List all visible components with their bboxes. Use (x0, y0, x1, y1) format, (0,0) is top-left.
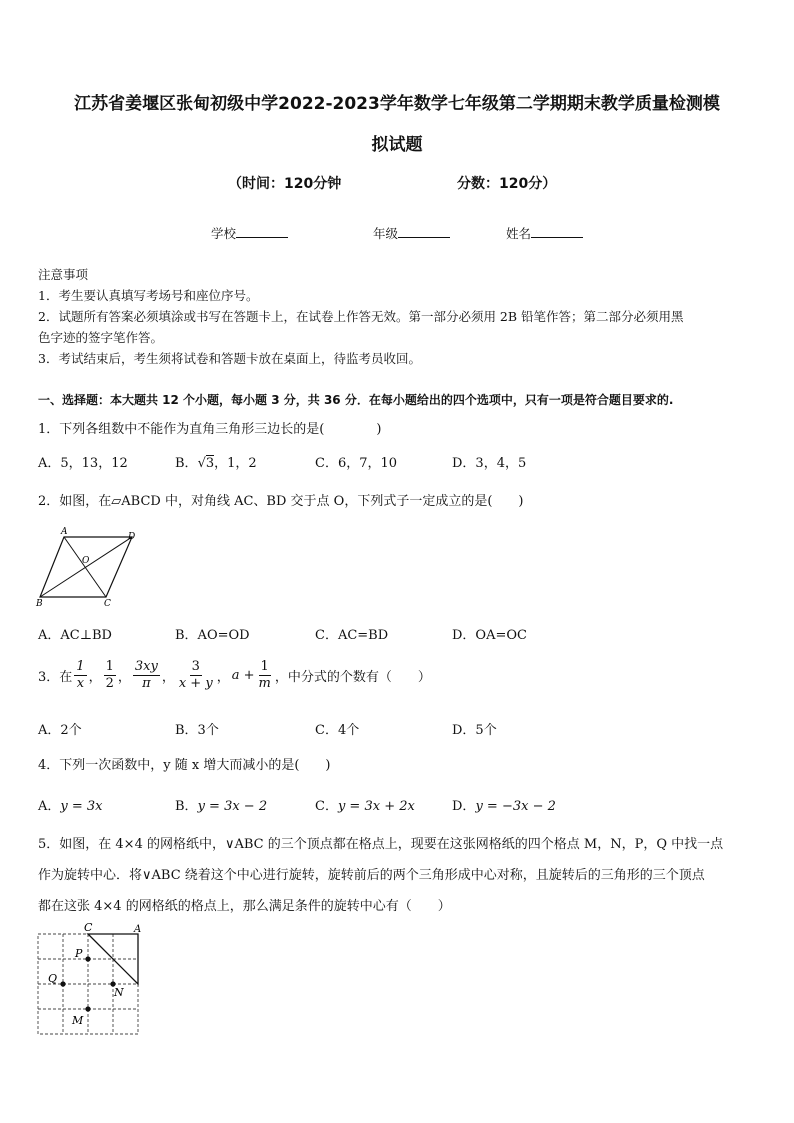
q2-option-c[interactable]: C．AC=BD (315, 628, 389, 643)
fig-label-p: P (75, 947, 83, 960)
notice-heading: 注意事项 (38, 267, 89, 282)
q4-option-a-expr: y = 3x (60, 799, 103, 814)
parallelogram-figure (34, 526, 170, 610)
q1-option-a[interactable]: A．5，13，12 (38, 456, 128, 471)
notice-item-2-cont: 色字迹的签字笔作答。 (38, 330, 164, 345)
q3-fraction-1: $\frac{1}{x}$ (76, 659, 85, 691)
point-p (85, 956, 90, 961)
q4-option-b-expr: y = 3x − 2 (197, 799, 268, 814)
q4-option-d[interactable]: D．y = −3x − 2 (452, 799, 556, 814)
q3-fraction-3: $\frac{3xy}{\pi}$ (134, 659, 158, 691)
section-1-heading: 一、选择题：本大题共 12 个小题，每小题 3 分，共 36 分．在每小题给出的四个选项中，只有一项是符合题目要求的. (38, 393, 674, 407)
q1-option-b[interactable] (175, 452, 257, 471)
q4-option-a[interactable]: A．y = 3x (38, 799, 103, 814)
diagonal-bd (40, 537, 132, 597)
point-m (85, 1006, 90, 1011)
q3-suffix: ，中分式的个数有（ ） (274, 670, 431, 685)
notice-item-1: 1．考生要认真填写考场号和座位序号。 (38, 288, 259, 303)
sqrt-icon: √3 (197, 456, 215, 471)
fig-label-o: O (82, 556, 90, 566)
grade-blank[interactable] (398, 226, 450, 238)
q3-expr-5-prefix: a + (231, 668, 255, 683)
q5-stem-line-3: 都在这张 4×4 的网格纸的格点上，那么满足条件的旋转中心有（ ） (38, 899, 451, 914)
fig-label-b: B (36, 599, 43, 609)
q3-option-c[interactable]: C．4个 (315, 723, 360, 738)
q3-option-a[interactable]: A．2个 (38, 723, 82, 738)
fig-label-c: C (84, 921, 93, 934)
q2-stem: 2．如图，在▱ABCD 中，对角线 AC、BD 交于点 O，下列式子一定成立的是( ) (38, 494, 524, 509)
exam-time: （时间：120分钟 (228, 176, 342, 192)
fig-label-n: N (114, 986, 124, 999)
page-title-line2: 拟试题 (371, 135, 423, 155)
q5-stem-line-1: 5．如图，在 4×4 的网格纸中，∨ABC 的三个顶点都在格点上，现要在这张网格纸的四个格点 M，N，P，Q 中找一点 (38, 837, 724, 852)
q3-stem: 3．在 $\frac{1}{x}$ ， $\frac{1}{2}$ ， $\frac{3xy}{\pi}$ ， $\frac{3}{x + y}$ ， a + $\frac{1}{m}$ ，中分式的个数有（ ） (38, 659, 431, 691)
q4-option-c-expr: y = 3x + 2x (337, 799, 415, 814)
school-field[interactable] (211, 224, 288, 242)
name-label: 姓名 (506, 226, 532, 241)
grade-label: 年级 (373, 226, 399, 241)
fig-label-m: M (72, 1014, 84, 1027)
grade-field[interactable] (373, 224, 450, 242)
name-field[interactable] (506, 224, 583, 242)
q1-option-c[interactable]: C．6，7，10 (315, 456, 398, 471)
grid-figure (30, 920, 150, 1038)
school-blank[interactable] (236, 226, 288, 238)
page-title: 江苏省姜堰区张甸初级中学2022-2023学年数学七年级第二学期期末教学质量检测模 (74, 94, 720, 114)
fig-label-q: Q (48, 972, 58, 985)
q3-prefix: 3．在 (38, 670, 73, 685)
exam-score: 分数：120分） (457, 176, 557, 192)
fig-label-c: C (104, 599, 111, 609)
q3-option-d[interactable]: D．5个 (452, 723, 497, 738)
q2-option-a[interactable]: A．AC⊥BD (38, 628, 112, 643)
q1-option-b-label: B． (175, 456, 198, 471)
q3-option-b[interactable]: B．3个 (175, 723, 219, 738)
q4-option-d-expr: y = −3x − 2 (475, 799, 556, 814)
q4-stem: 4．下列一次函数中，y 随 x 增大而减小的是( ) (38, 758, 331, 773)
q5-stem-line-2: 作为旋转中心．将∨ABC 绕着这个中心进行旋转，旋转前后的两个三角形成中心对称，且旋转后的三角形的三个顶点 (38, 868, 705, 883)
q4-option-b[interactable]: B．y = 3x − 2 (175, 799, 268, 814)
fig-label-a: A (134, 924, 142, 935)
fig-label-d: D (128, 532, 136, 542)
name-blank[interactable] (531, 226, 583, 238)
diagonal-ac (64, 537, 106, 597)
notice-item-3: 3．考试结束后，考生须将试卷和答题卡放在桌面上，待监考员收回。 (38, 351, 421, 366)
point-q (60, 981, 65, 986)
notice-item-2: 2．试题所有答案必须填涂或书写在答题卡上，在试卷上作答无效。第一部分必须用 2B 铅笔作答；第二部分必须用黑 (38, 309, 684, 324)
fig-label-a: A (61, 527, 68, 537)
q2-option-b[interactable]: B．AO=OD (175, 628, 250, 643)
school-label: 学校 (211, 226, 237, 241)
q1-option-d[interactable]: D．3，4，5 (452, 456, 527, 471)
q3-fraction-4: $\frac{3}{x + y}$ (178, 659, 213, 691)
q1-stem: 1．下列各组数中不能作为直角三角形三边长的是( ) (38, 422, 382, 437)
q2-option-d[interactable]: D．OA=OC (452, 628, 527, 643)
q3-fraction-2: $\frac{1}{2}$ (105, 659, 114, 691)
q4-option-c[interactable]: C．y = 3x + 2x (315, 799, 415, 814)
q3-fraction-5: $\frac{1}{m}$ (258, 659, 271, 691)
q1-option-b-rest: ，1，2 (214, 456, 257, 471)
